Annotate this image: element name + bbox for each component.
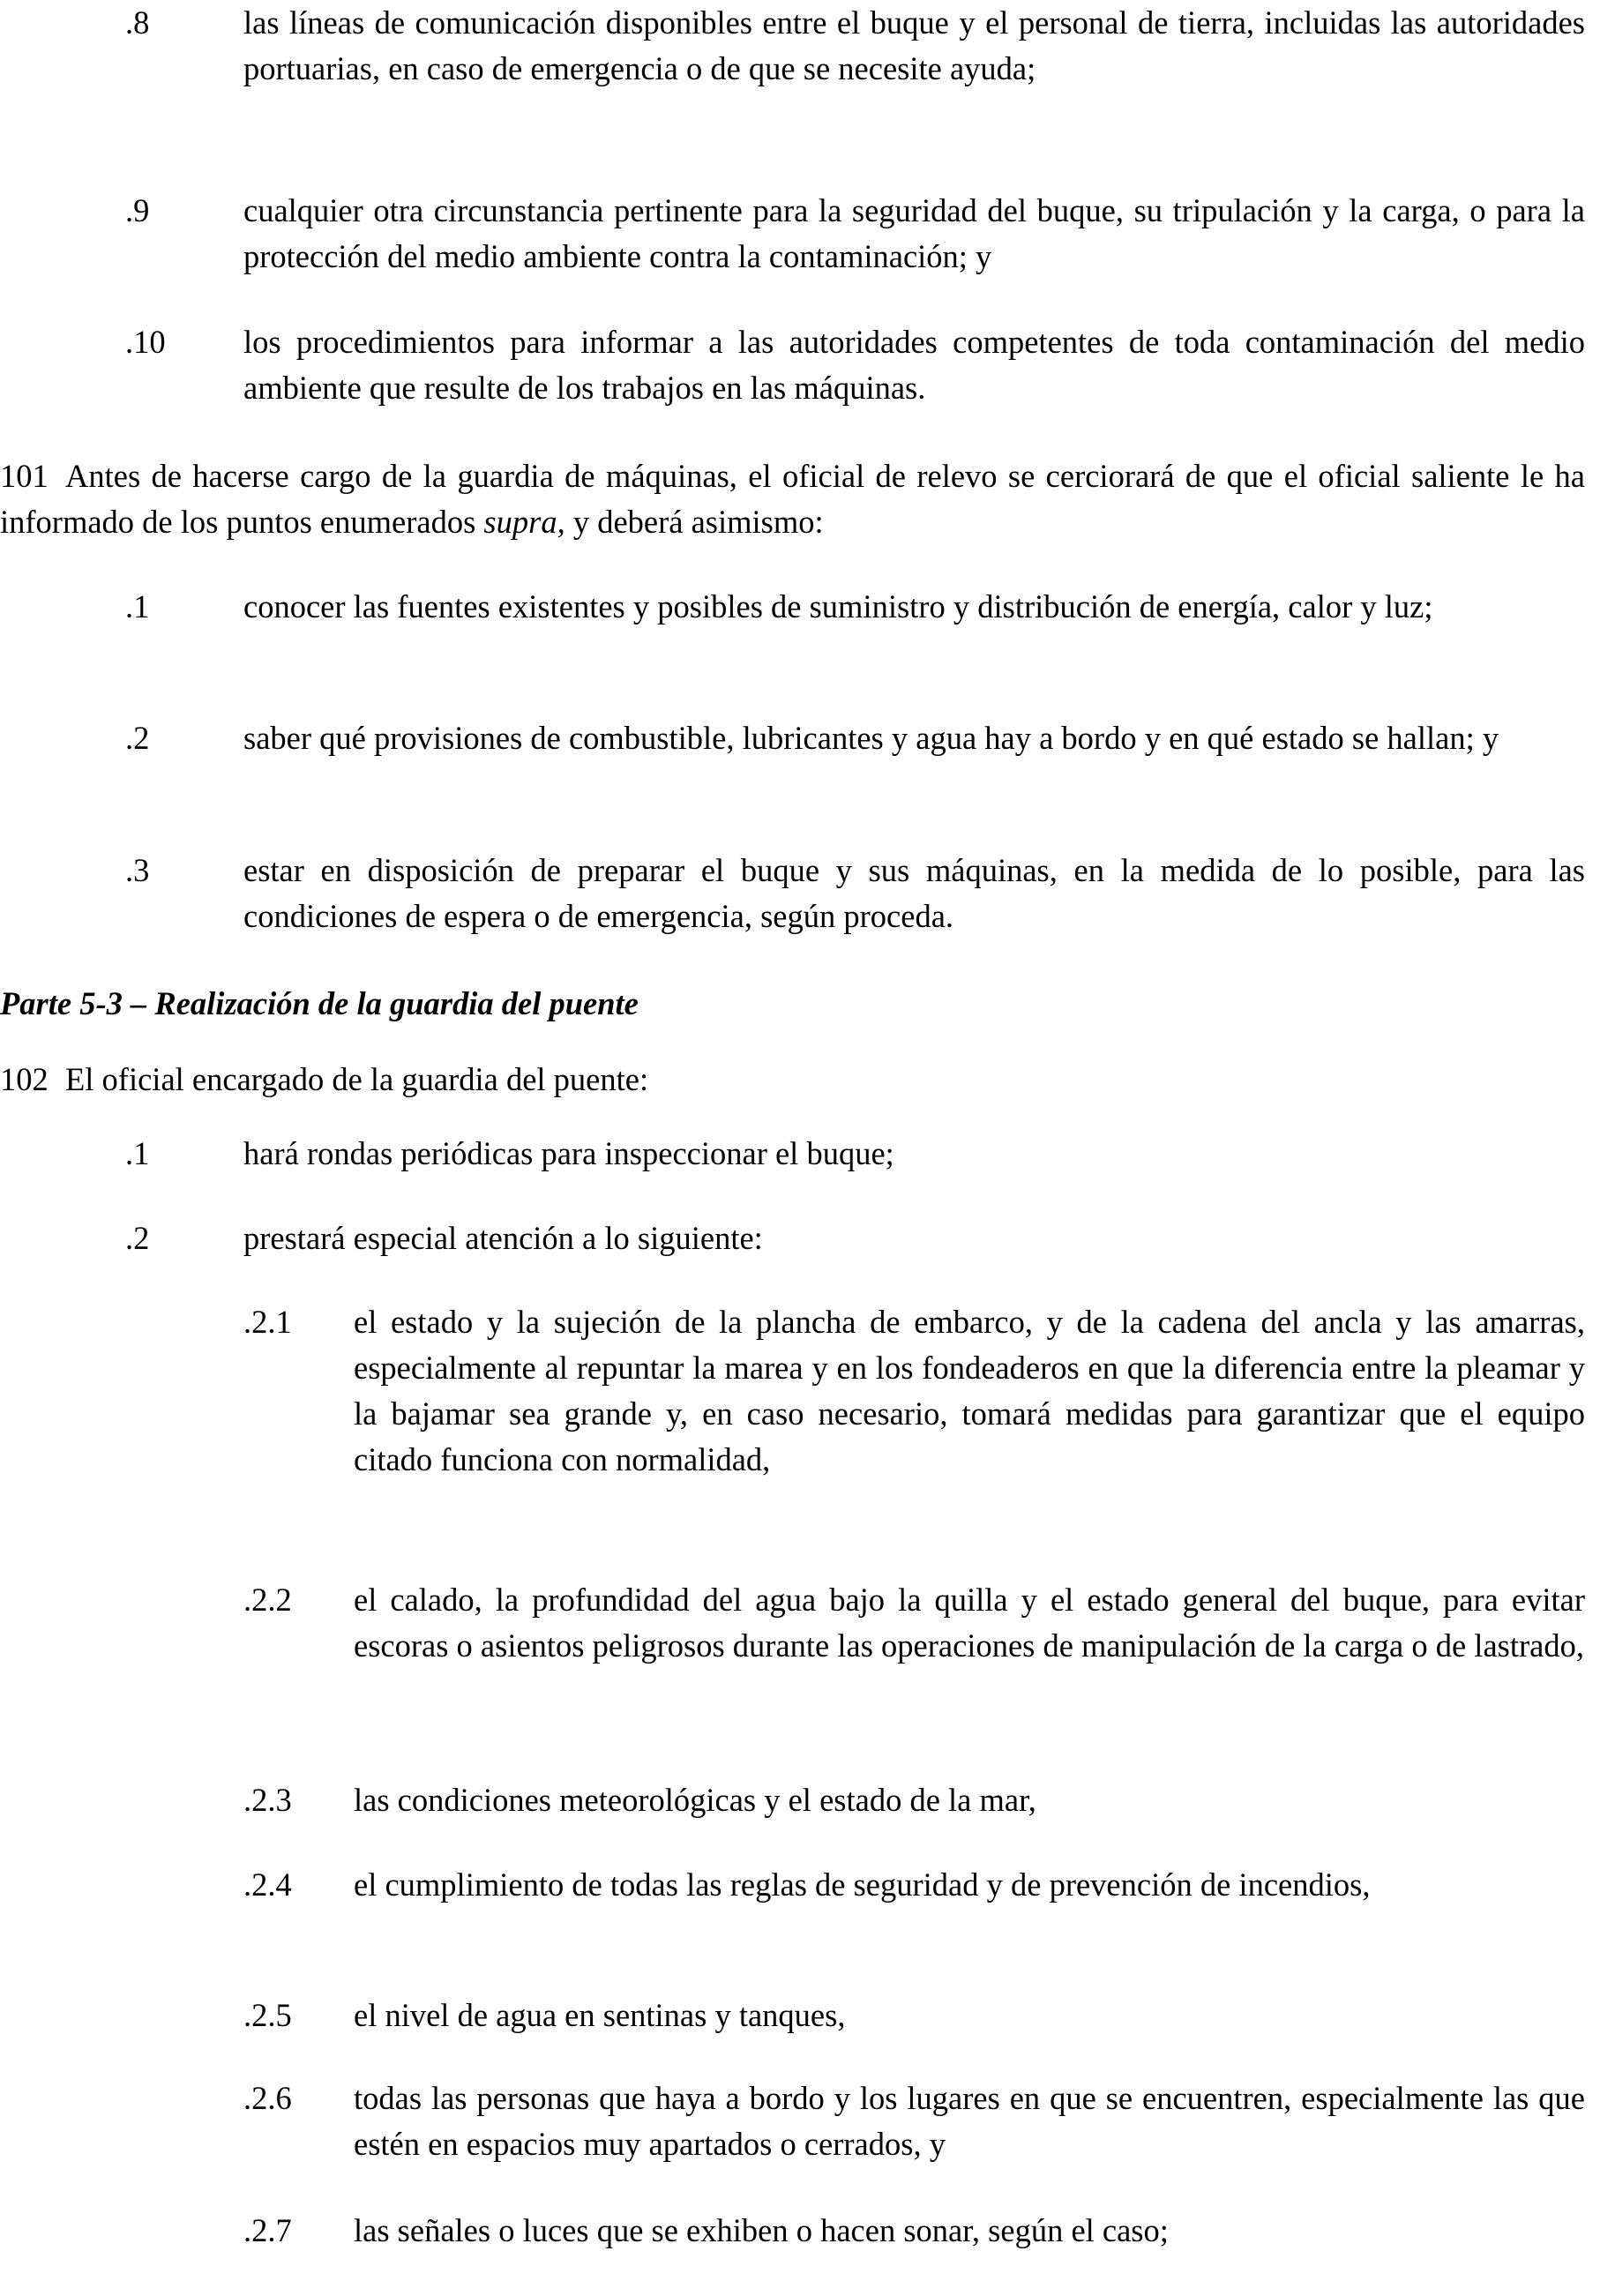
paragraph-text-end: y deberá asimismo: xyxy=(564,504,824,540)
paragraph-101 xyxy=(0,453,1585,545)
list-item-number: .1 xyxy=(125,588,150,624)
paragraph-102 xyxy=(0,1057,1585,1103)
paragraph-text: Antes de hacerse cargo de la guardia de máquinas, el oficial de relevo se cerciorará de que el oficial saliente le ha informado de los puntos enumerados xyxy=(0,458,1585,540)
sub-item-number: .2.6 xyxy=(243,2080,292,2116)
list-item-text: las líneas de comunicación disponibles entre el buque y el personal de tierra, incluidas las autoridades portuarias, en caso de emergencia o de que se necesite ayuda; xyxy=(243,4,1585,86)
sub-item-number: .2.1 xyxy=(243,1304,292,1340)
sub-item-text: el estado y la sujeción de la plancha de embarco, y de la cadena del ancla y las amarras, especialmente al repuntar la marea y en los fondeaderos en que la diferencia entre la pleamar y la bajamar sea grande y, en caso necesario, tomará medidas para garantizar que el equipo citado funciona con normalidad, xyxy=(354,1304,1585,1477)
list-item-text: estar en disposición de preparar el buque y sus máquinas, en la medida de lo posible, para las condiciones de espera o de emergencia, según proceda. xyxy=(243,852,1585,934)
list-item-number: .10 xyxy=(125,324,166,360)
list-item-number: .9 xyxy=(125,192,150,228)
paragraph-number: 101 xyxy=(0,458,49,494)
list-item-number: .2 xyxy=(125,720,150,756)
paragraph-text: El oficial encargado de la guardia del puente: xyxy=(65,1061,649,1097)
list-item-text: saber qué provisiones de combustible, lubricantes y agua hay a bordo y en qué estado se hallan; y xyxy=(243,720,1499,756)
sub-item-number: .2.4 xyxy=(243,1866,292,1903)
list-item-text: conocer las fuentes existentes y posibles de suministro y distribución de energía, calor y luz; xyxy=(243,588,1433,624)
paragraph-number: 102 xyxy=(0,1061,49,1097)
sub-item-number: .2.2 xyxy=(243,1582,292,1618)
list-item-number: .2 xyxy=(125,1220,150,1256)
paragraph-text-italic: supra, xyxy=(483,504,565,540)
sub-item-text: las condiciones meteorológicas y el estado de la mar, xyxy=(354,1782,1036,1818)
sub-item-text: las señales o luces que se exhiben o hacen sonar, según el caso; xyxy=(354,2212,1169,2248)
list-item-text: los procedimientos para informar a las autoridades competentes de toda contaminación del medio ambiente que resulte de los trabajos en las máquinas. xyxy=(243,324,1585,406)
sub-item-number: .2.7 xyxy=(243,2212,292,2248)
sub-item-text: el calado, la profundidad del agua bajo la quilla y el estado general del buque, para evitar escoras o asientos peligrosos durante las operaciones de manipulación de la carga o de lastrado, xyxy=(354,1582,1585,1664)
sub-item-text: el cumplimiento de todas las reglas de seguridad y de prevención de incendios, xyxy=(354,1866,1371,1903)
sub-item-text: todas las personas que haya a bordo y los lugares en que se encuentren, especialmente las que estén en espacios muy apartados o cerrados, y xyxy=(354,2080,1585,2162)
list-item-text: cualquier otra circunstancia pertinente para la seguridad del buque, su tripulación y la carga, o para la protección del medio ambiente contra la contaminación; y xyxy=(243,192,1585,274)
list-item-number: .1 xyxy=(125,1135,150,1171)
sub-item-text: el nivel de agua en sentinas y tanques, xyxy=(354,1997,846,2033)
list-item-text: hará rondas periódicas para inspeccionar el buque; xyxy=(243,1135,894,1171)
sub-item-number: .2.5 xyxy=(243,1997,292,2033)
list-item-text: prestará especial atención a lo siguiente: xyxy=(243,1220,763,1256)
section-heading: Parte 5-3 – Realización de la guardia del puente xyxy=(0,985,639,1021)
list-item-number: .8 xyxy=(125,4,150,41)
sub-item-number: .2.3 xyxy=(243,1782,292,1818)
list-item-number: .3 xyxy=(125,852,150,888)
